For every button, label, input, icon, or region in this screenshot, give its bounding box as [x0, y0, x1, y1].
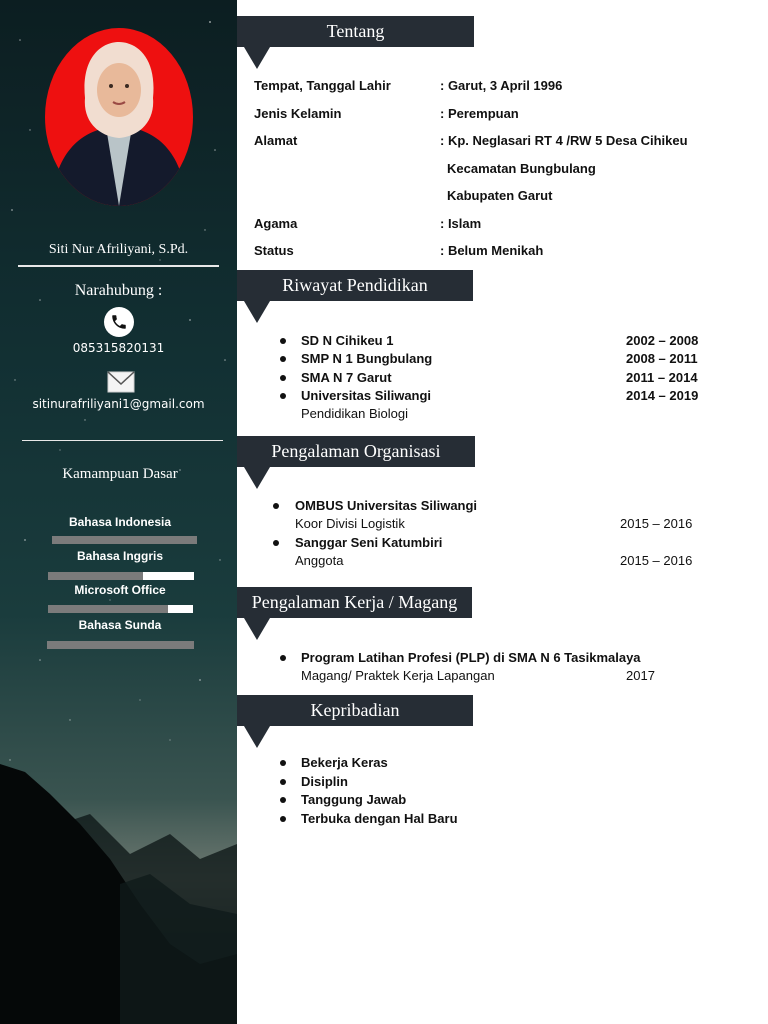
- about-value: : Kp. Neglasari RT 4 /RW 5 Desa Cihikeu: [440, 133, 688, 148]
- work-name: Program Latihan Profesi (PLP) di SMA N 6 Tasikmalaya: [301, 650, 641, 665]
- education-years: 2002 – 2008: [626, 333, 699, 348]
- phone-number[interactable]: 085315820131: [72, 341, 165, 355]
- education-school: Universitas Siliwangi: [301, 388, 432, 403]
- email-address[interactable]: sitinurafriliyani1@gmail.com: [32, 397, 205, 411]
- organization-years: 2015 – 2016: [620, 516, 693, 531]
- work-year: 2017: [626, 668, 655, 683]
- phone-icon: [104, 307, 134, 337]
- education-detail: Pendidikan Biologi: [301, 406, 408, 421]
- mail-icon: [107, 371, 135, 393]
- section-header-personality: Kepribadian: [237, 695, 473, 726]
- about-value: : Garut, 3 April 1996: [440, 78, 563, 93]
- divider: [22, 440, 223, 441]
- skill-level-bar: [52, 536, 197, 544]
- header-pointer: [244, 618, 270, 640]
- person-portrait-icon: [45, 28, 193, 206]
- bullet: [280, 393, 286, 399]
- bullet: [280, 655, 286, 661]
- about-label: Jenis Kelamin: [254, 106, 342, 121]
- skill-label: Bahasa Inggris: [76, 549, 164, 563]
- organization-role: Anggota: [295, 553, 344, 568]
- skill-label: Bahasa Sunda: [78, 618, 162, 632]
- section-header-organization: Pengalaman Organisasi: [237, 436, 475, 467]
- section-header-education: Riwayat Pendidikan: [237, 270, 473, 301]
- organization-name: Sanggar Seni Katumbiri: [295, 535, 443, 550]
- full-name: Siti Nur Afriliyani, S.Pd.: [48, 242, 189, 257]
- education-years: 2014 – 2019: [626, 388, 699, 403]
- about-value: : Perempuan: [440, 106, 519, 121]
- personality-item: Terbuka dengan Hal Baru: [301, 811, 458, 826]
- education-years: 2011 – 2014: [626, 370, 698, 385]
- bullet: [280, 338, 286, 344]
- education-school: SMP N 1 Bungbulang: [301, 351, 433, 366]
- about-value: Kecamatan Bungbulang: [447, 161, 596, 176]
- header-pointer: [244, 467, 270, 489]
- skill-label: Bahasa Indonesia: [68, 515, 172, 529]
- skill-level-bar: [48, 572, 194, 580]
- personality-item: Disiplin: [301, 774, 348, 789]
- header-pointer: [244, 47, 270, 69]
- divider: [18, 265, 219, 267]
- contact-title: Narahubung :: [74, 282, 163, 299]
- bullet: [280, 375, 286, 381]
- organization-years: 2015 – 2016: [620, 553, 693, 568]
- about-label: Alamat: [254, 133, 298, 148]
- header-pointer: [244, 301, 270, 323]
- personality-item: Bekerja Keras: [301, 755, 388, 770]
- education-school: SMA N 7 Garut: [301, 370, 392, 385]
- about-label: Tempat, Tanggal Lahir: [254, 78, 391, 93]
- skills-title: Kamampuan Dasar: [62, 466, 178, 482]
- organization-role: Koor Divisi Logistik: [295, 516, 405, 531]
- bullet: [280, 760, 286, 766]
- sidebar: [0, 0, 237, 1024]
- section-header-about: Tentang: [237, 16, 474, 47]
- bullet: [273, 540, 279, 546]
- bullet: [280, 816, 286, 822]
- bullet: [280, 356, 286, 362]
- about-value: : Belum Menikah: [440, 243, 544, 258]
- section-header-work: Pengalaman Kerja / Magang: [237, 587, 472, 618]
- skill-level-bar: [47, 641, 194, 649]
- personality-item: Tanggung Jawab: [301, 792, 407, 807]
- bullet: [273, 503, 279, 509]
- about-value: : Islam: [440, 216, 482, 231]
- about-value: Kabupaten Garut: [447, 188, 553, 203]
- work-role: Magang/ Praktek Kerja Lapangan: [301, 668, 495, 683]
- about-label: Agama: [254, 216, 298, 231]
- skill-label: Microsoft Office: [74, 583, 166, 597]
- skill-level-bar: [48, 605, 193, 613]
- profile-photo: [45, 28, 193, 206]
- bullet: [280, 797, 286, 803]
- about-label: Status: [254, 243, 294, 258]
- header-pointer: [244, 726, 270, 748]
- education-years: 2008 – 2011: [626, 351, 698, 366]
- bullet: [280, 779, 286, 785]
- education-school: SD N Cihikeu 1: [301, 333, 394, 348]
- organization-name: OMBUS Universitas Siliwangi: [295, 498, 478, 513]
